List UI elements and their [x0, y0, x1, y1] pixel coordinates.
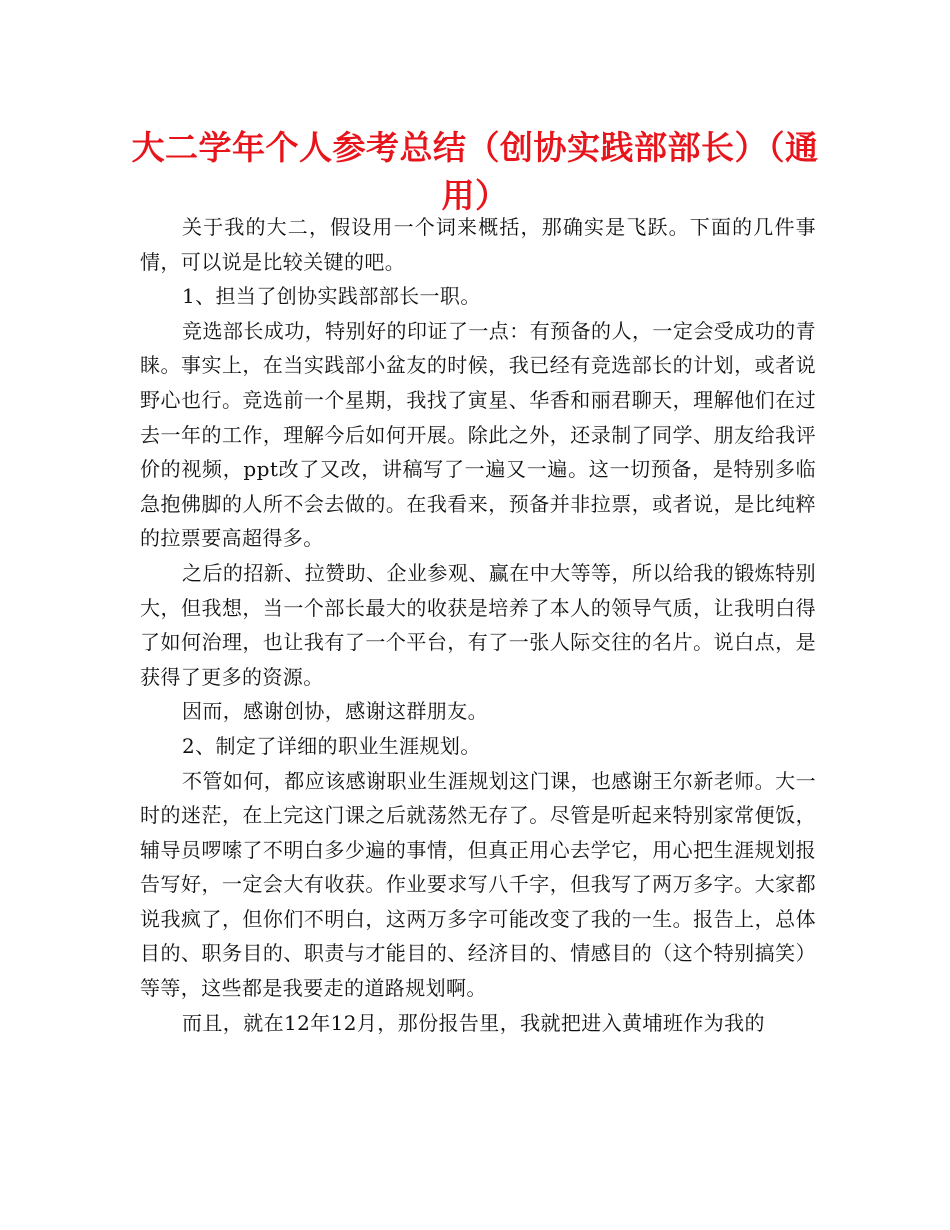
paragraph-intro: 关于我的大二，假设用一个词来概括，那确实是飞跃。下面的几件事情，可以说是比较关键的吧。	[140, 215, 816, 274]
paragraph-activities: 之后的招新、拉赞助、企业参观、赢在中大等等，所以给我的锻炼特别大，但我想，当一个部长最大的收获是培养了本人的领导气质，让我明白得了如何治理，也让我有了一个平台，有了一张人际交往的名片。说白点，是获得了更多的资源。	[140, 560, 816, 689]
section-heading-2: 2、制定了详细的职业生涯规划。	[182, 733, 481, 758]
section-heading-1: 1、担当了创协实践部部长一职。	[182, 284, 481, 309]
paragraph-continuation: 而且，就在12年12月，那份报告里，我就把进入黄埔班作为我的	[182, 1010, 765, 1035]
document-title: 大二学年个人参考总结（创协实践部部长）（通用）	[131, 128, 819, 215]
paragraph-election: 竞选部长成功，特别好的印证了一点：有预备的人，一定会受成功的青睐。事实上，在当实践部小盆友的时候，我已经有竞选部长的计划，或者说野心也行。竞选前一个星期，我找了寅星、华香和丽君聊天，理解他们在过去一年的工作，理解今后如何开展。除此之外，还录制了同学、朋友给我评价的视频，ppt改了又改，讲稿写了一遍又一遍。这一切预备，是特别多临急抱佛脚的人所不会去做的。在我看来，预备并非拉票，或者说，是比纯粹的拉票要高超得多。	[140, 318, 816, 551]
paragraph-career-plan: 不管如何，都应该感谢职业生涯规划这门课，也感谢王尔新老师。大一时的迷茫，在上完这门课之后就荡然无存了。尽管是听起来特别家常便饭，辅导员啰嗦了不明白多少遍的事情，但真正用心去学它，用心把生涯规划报告写好，一定会大有收获。作业要求写八千字，但我写了两万多字。大家都说我疯了，但你们不明白，这两万多字可能改变了我的一生。报告上，总体目的、职务目的、职责与才能目的、经济目的、情感目的（这个特别搞笑）等等，这些都是我要走的道路规划啊。	[140, 768, 816, 1001]
document-body	[140, 210, 816, 1040]
paragraph-thanks: 因而，感谢创协，感谢这群朋友。	[182, 699, 488, 724]
